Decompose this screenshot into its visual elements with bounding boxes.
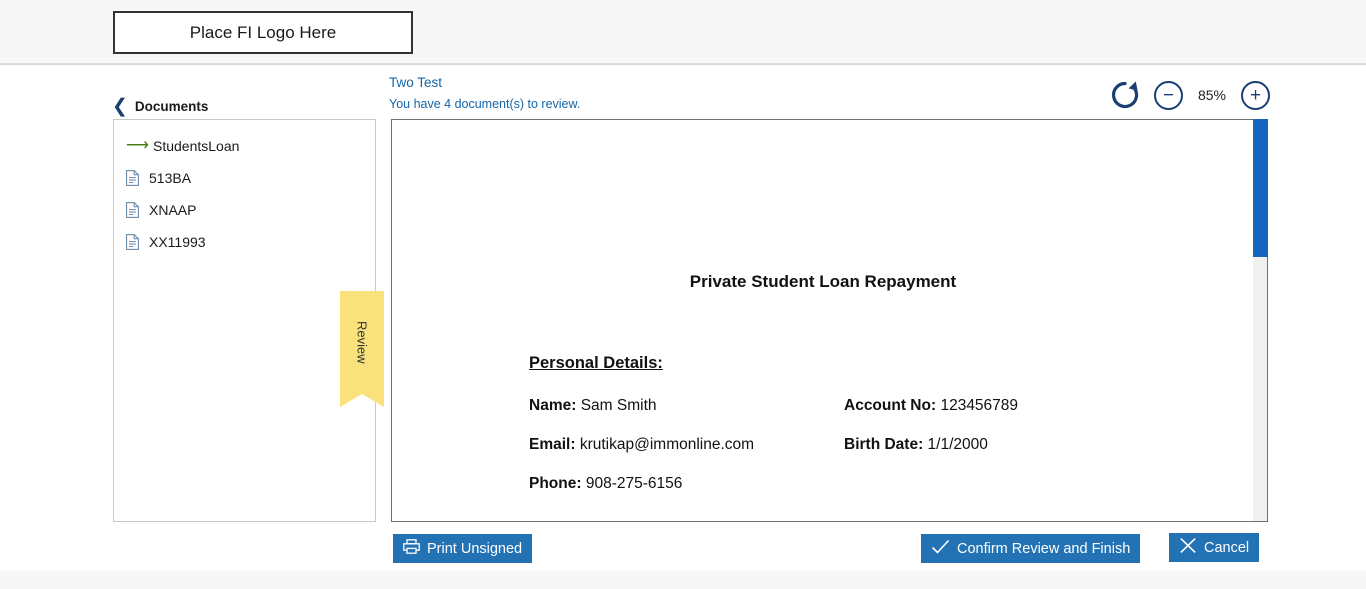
- list-item-label: XX11993: [149, 234, 206, 250]
- page-header: [0, 64, 1366, 118]
- zoom-level: 85%: [1197, 87, 1227, 103]
- field-label: Account No:: [844, 397, 937, 414]
- list-item[interactable]: [114, 130, 375, 162]
- field-label: Phone:: [529, 475, 582, 492]
- confirm-review-label: Confirm Review and Finish: [957, 540, 1131, 557]
- field-value: krutikap@immonline.com: [579, 436, 755, 453]
- print-unsigned-label: Print Unsigned: [427, 540, 523, 557]
- logo-placeholder: [113, 11, 413, 54]
- confirm-review-button[interactable]: [921, 534, 1140, 563]
- back-link-label: Documents: [134, 99, 209, 114]
- field-account-no: [844, 397, 1117, 415]
- close-icon: [1179, 537, 1197, 558]
- field-label: Email:: [529, 436, 576, 453]
- list-item-label: XNAAP: [149, 202, 197, 218]
- zoom-out-button[interactable]: [1154, 81, 1183, 110]
- check-icon: [931, 539, 950, 559]
- list-item[interactable]: [114, 226, 375, 258]
- logo-bar: [0, 0, 1366, 64]
- print-unsigned-button[interactable]: [393, 534, 532, 563]
- field-label: Name:: [529, 397, 577, 414]
- document-viewer[interactable]: [391, 119, 1268, 522]
- list-item[interactable]: [114, 162, 375, 194]
- zoom-out-label: −: [1162, 84, 1175, 106]
- chevron-left-icon: ❮: [112, 96, 128, 117]
- bottom-strip: [0, 571, 1366, 589]
- field-value: 1/1/2000: [927, 436, 988, 453]
- review-flag[interactable]: [340, 291, 384, 394]
- document-page: [392, 120, 1254, 522]
- viewer-scrollbar-thumb[interactable]: [1253, 119, 1268, 257]
- document-icon: [126, 234, 139, 250]
- logo-placeholder-text: Place FI Logo Here: [189, 22, 337, 42]
- refresh-icon[interactable]: [1108, 78, 1142, 112]
- zoom-in-label: +: [1249, 84, 1262, 106]
- field-name: [529, 397, 844, 415]
- field-value: Sam Smith: [580, 397, 657, 414]
- review-notice: You have 4 document(s) to review.: [389, 97, 581, 111]
- field-value: 123456789: [940, 397, 1019, 414]
- field-value: 908-275-6156: [585, 475, 683, 492]
- user-name: Two Test: [389, 75, 443, 90]
- arrow-right-icon: ⟶: [126, 137, 149, 154]
- zoom-in-button[interactable]: [1241, 81, 1270, 110]
- printer-icon: [403, 539, 420, 558]
- field-email: [529, 436, 844, 454]
- list-item-label: StudentsLoan: [153, 138, 240, 154]
- personal-details-fields: [529, 397, 1117, 493]
- cancel-label: Cancel: [1204, 539, 1250, 556]
- document-title: Private Student Loan Repayment: [689, 272, 957, 291]
- document-icon: [126, 202, 139, 218]
- back-to-documents-link[interactable]: [112, 97, 208, 116]
- field-phone: [529, 475, 844, 493]
- cancel-button[interactable]: [1169, 533, 1259, 562]
- zoom-controls: [1108, 78, 1270, 112]
- section-heading: Personal Details:: [529, 354, 663, 372]
- document-icon: [126, 170, 139, 186]
- field-birth-date: [844, 436, 1117, 454]
- review-flag-label: Review: [354, 321, 370, 364]
- list-item-label: 513BA: [149, 170, 192, 186]
- document-list: [113, 119, 376, 522]
- field-label: Birth Date:: [844, 436, 924, 453]
- list-item[interactable]: [114, 194, 375, 226]
- review-flag-notch: [340, 394, 384, 407]
